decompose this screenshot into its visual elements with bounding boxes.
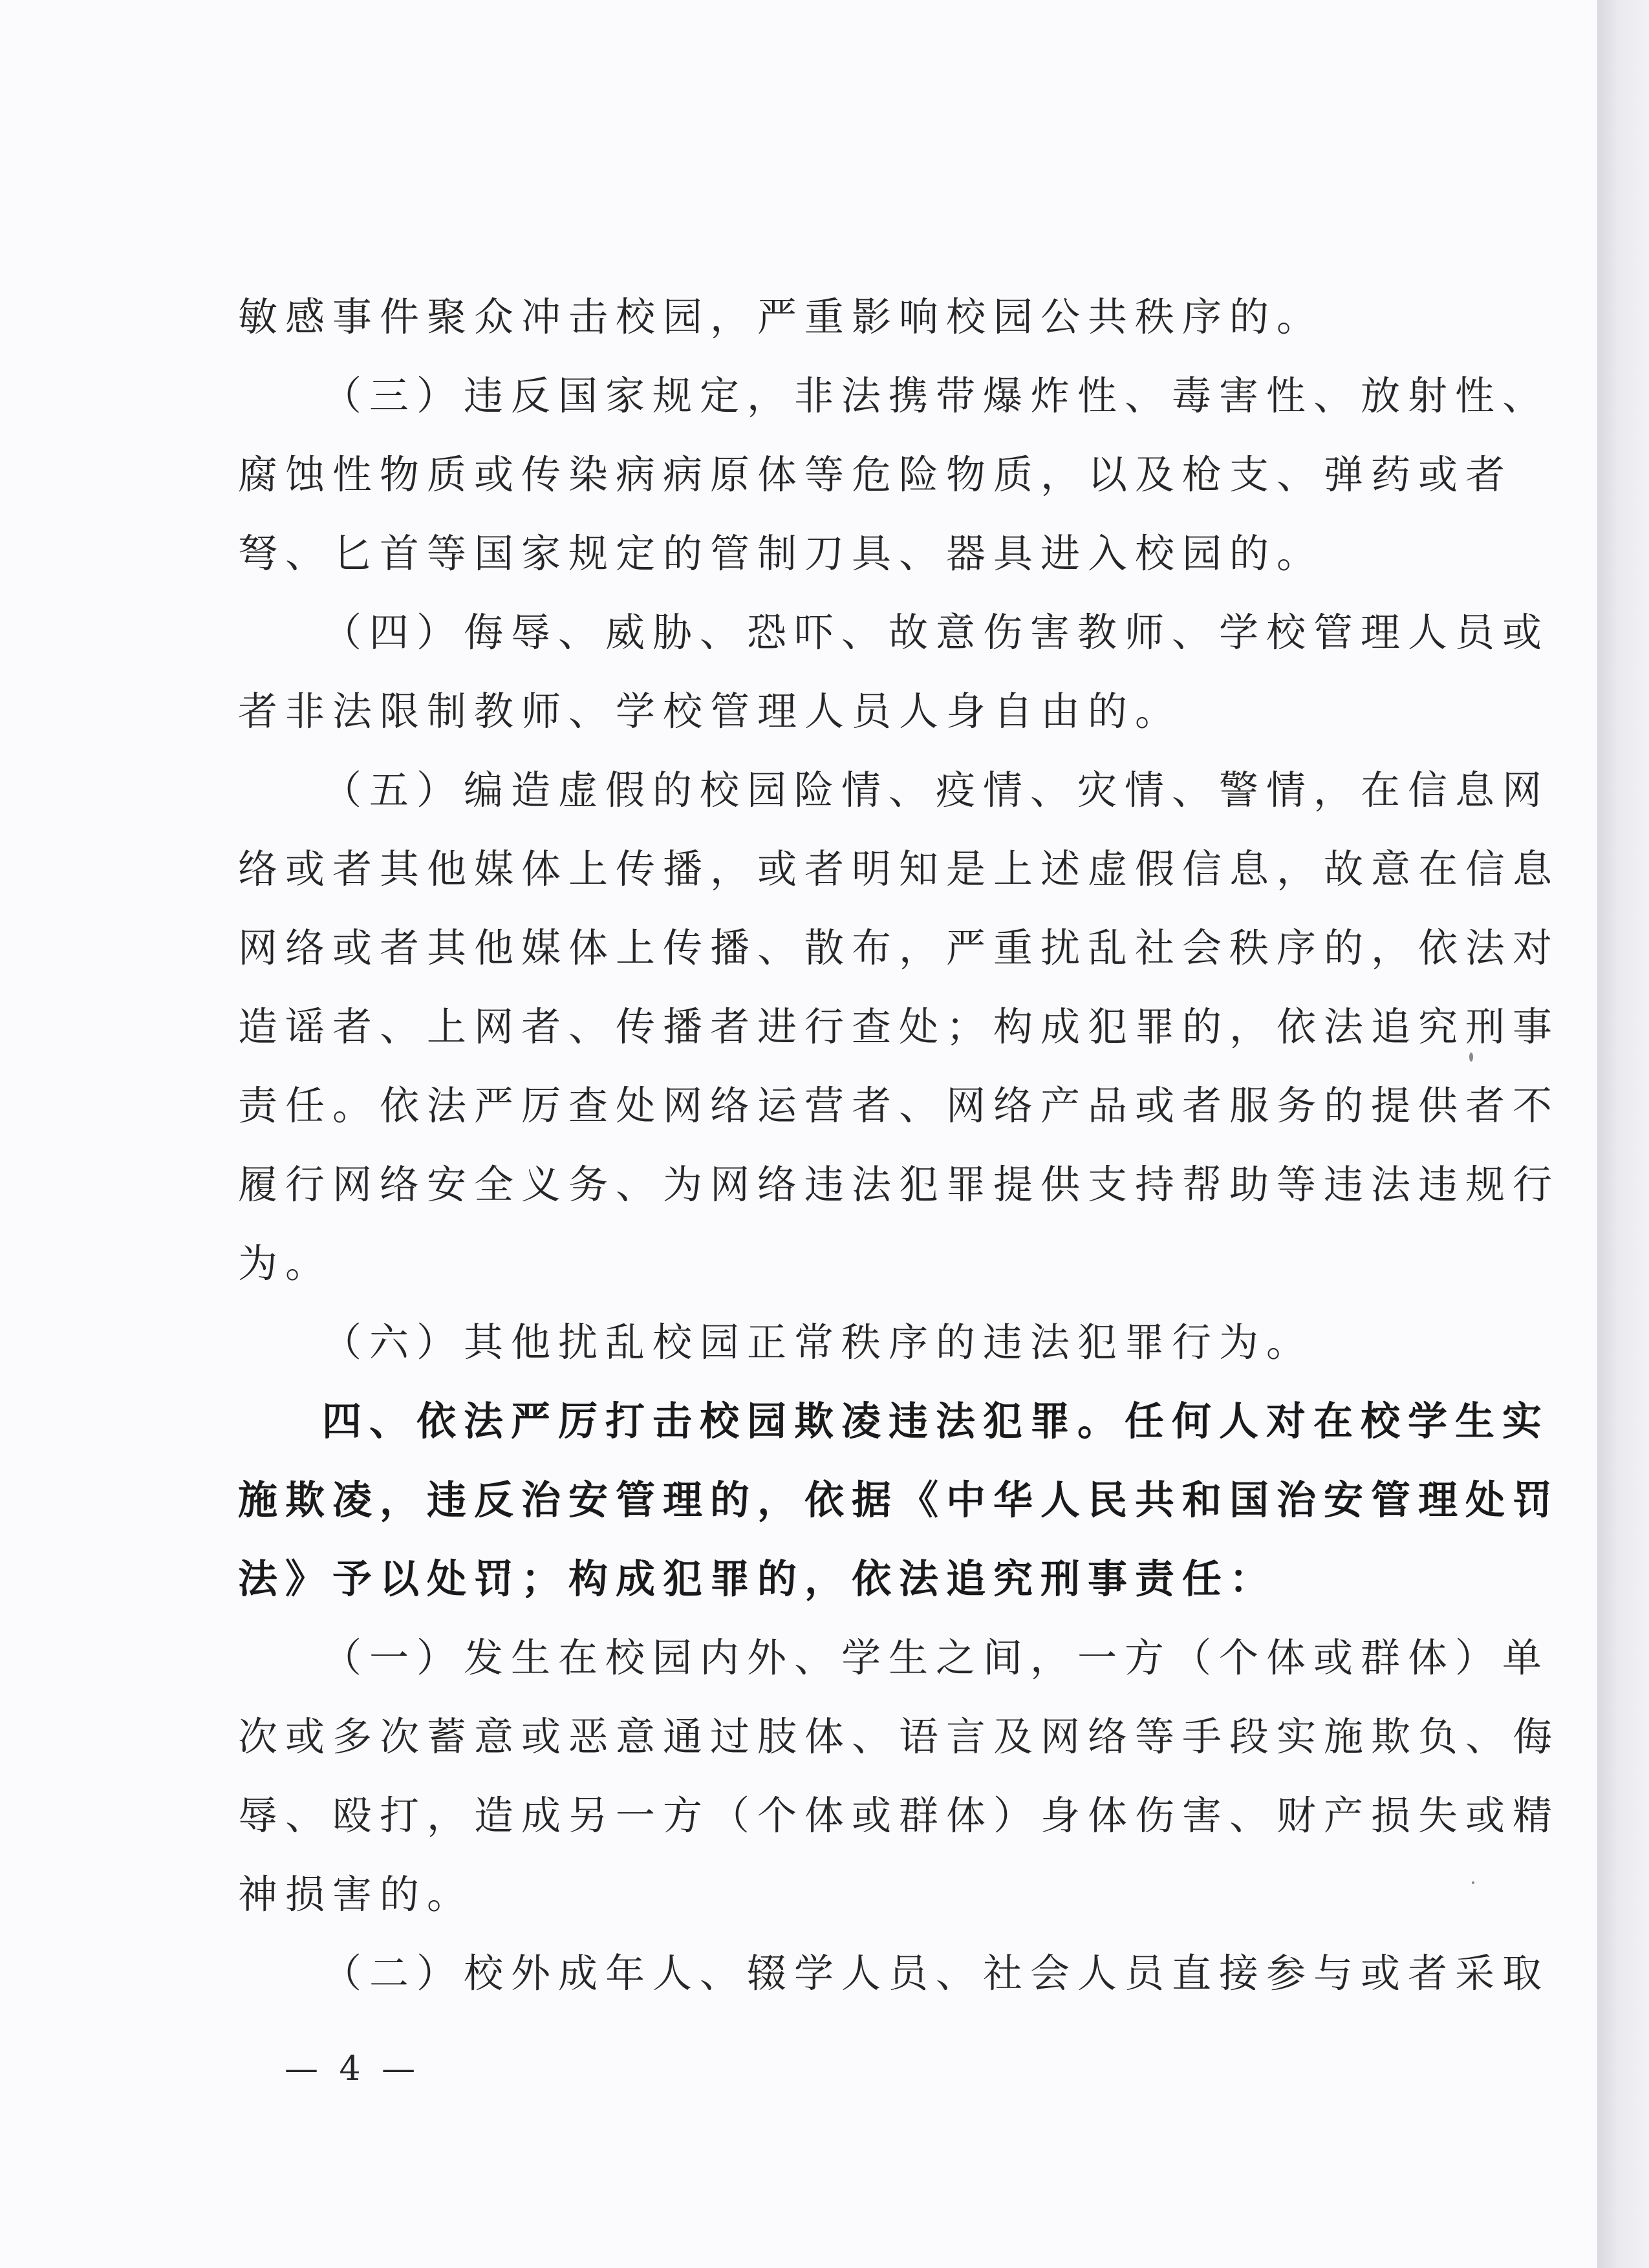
section-heading-line: 施欺凌，违反治安管理的，依据《中华人民共和国治安管理处罚 (238, 1477, 1560, 1523)
text-line: 敏感事件聚众冲击校园，严重影响校园公共秩序的。 (238, 294, 1324, 340)
text-line: 络或者其他媒体上传播，或者明知是上述虚假信息，故意在信息 (238, 846, 1560, 892)
text-line: 网络或者其他媒体上传播、散布，严重扰乱社会秩序的，依法对 (238, 925, 1560, 971)
text-line: （一）发生在校园内外、学生之间，一方（个体或群体）单 (322, 1635, 1550, 1681)
text-line: （三）违反国家规定，非法携带爆炸性、毒害性、放射性、 (322, 373, 1550, 419)
text-line: （五）编造虚假的校园险情、疫情、灾情、警情，在信息网 (322, 767, 1550, 813)
text-line: （六）其他扰乱校园正常秩序的违法犯罪行为。 (322, 1320, 1314, 1365)
text-line: 弩、匕首等国家规定的管制刀具、器具进入校园的。 (238, 531, 1324, 577)
scan-speck (1469, 1053, 1473, 1062)
text-line: 责任。依法严厉查处网络运营者、网络产品或者服务的提供者不 (238, 1083, 1560, 1129)
text-line: （二）校外成年人、辍学人员、社会人员直接参与或者采取 (322, 1951, 1550, 1996)
section-heading-line: 四、依法严厉打击校园欺凌违法犯罪。任何人对在校学生实 (322, 1398, 1550, 1444)
text-line: 者非法限制教师、学校管理人员人身自由的。 (238, 689, 1183, 734)
document-body (238, 278, 1560, 2013)
text-line: 为。 (238, 1241, 333, 1287)
scan-speck (1472, 1881, 1474, 1884)
text-line: 次或多次蓄意或恶意通过肢体、语言及网络等手段实施欺负、侮 (238, 1714, 1560, 1760)
scan-edge (1597, 0, 1649, 2268)
text-line: （四）侮辱、威胁、恐吓、故意伤害教师、学校管理人员或 (322, 610, 1550, 656)
text-line: 履行网络安全义务、为网络违法犯罪提供支持帮助等违法违规行 (238, 1162, 1560, 1208)
text-line: 造谣者、上网者、传播者进行查处；构成犯罪的，依法追究刑事 (238, 1004, 1560, 1050)
text-line: 神损害的。 (238, 1872, 475, 1918)
page-number: — 4 — (285, 2049, 421, 2088)
section-heading-line: 法》予以处罚；构成犯罪的，依法追究刑事责任： (238, 1556, 1277, 1602)
text-line: 辱、殴打，造成另一方（个体或群体）身体伤害、财产损失或精 (238, 1793, 1560, 1839)
text-line: 腐蚀性物质或传染病病原体等危险物质，以及枪支、弹药或者 (238, 452, 1513, 498)
